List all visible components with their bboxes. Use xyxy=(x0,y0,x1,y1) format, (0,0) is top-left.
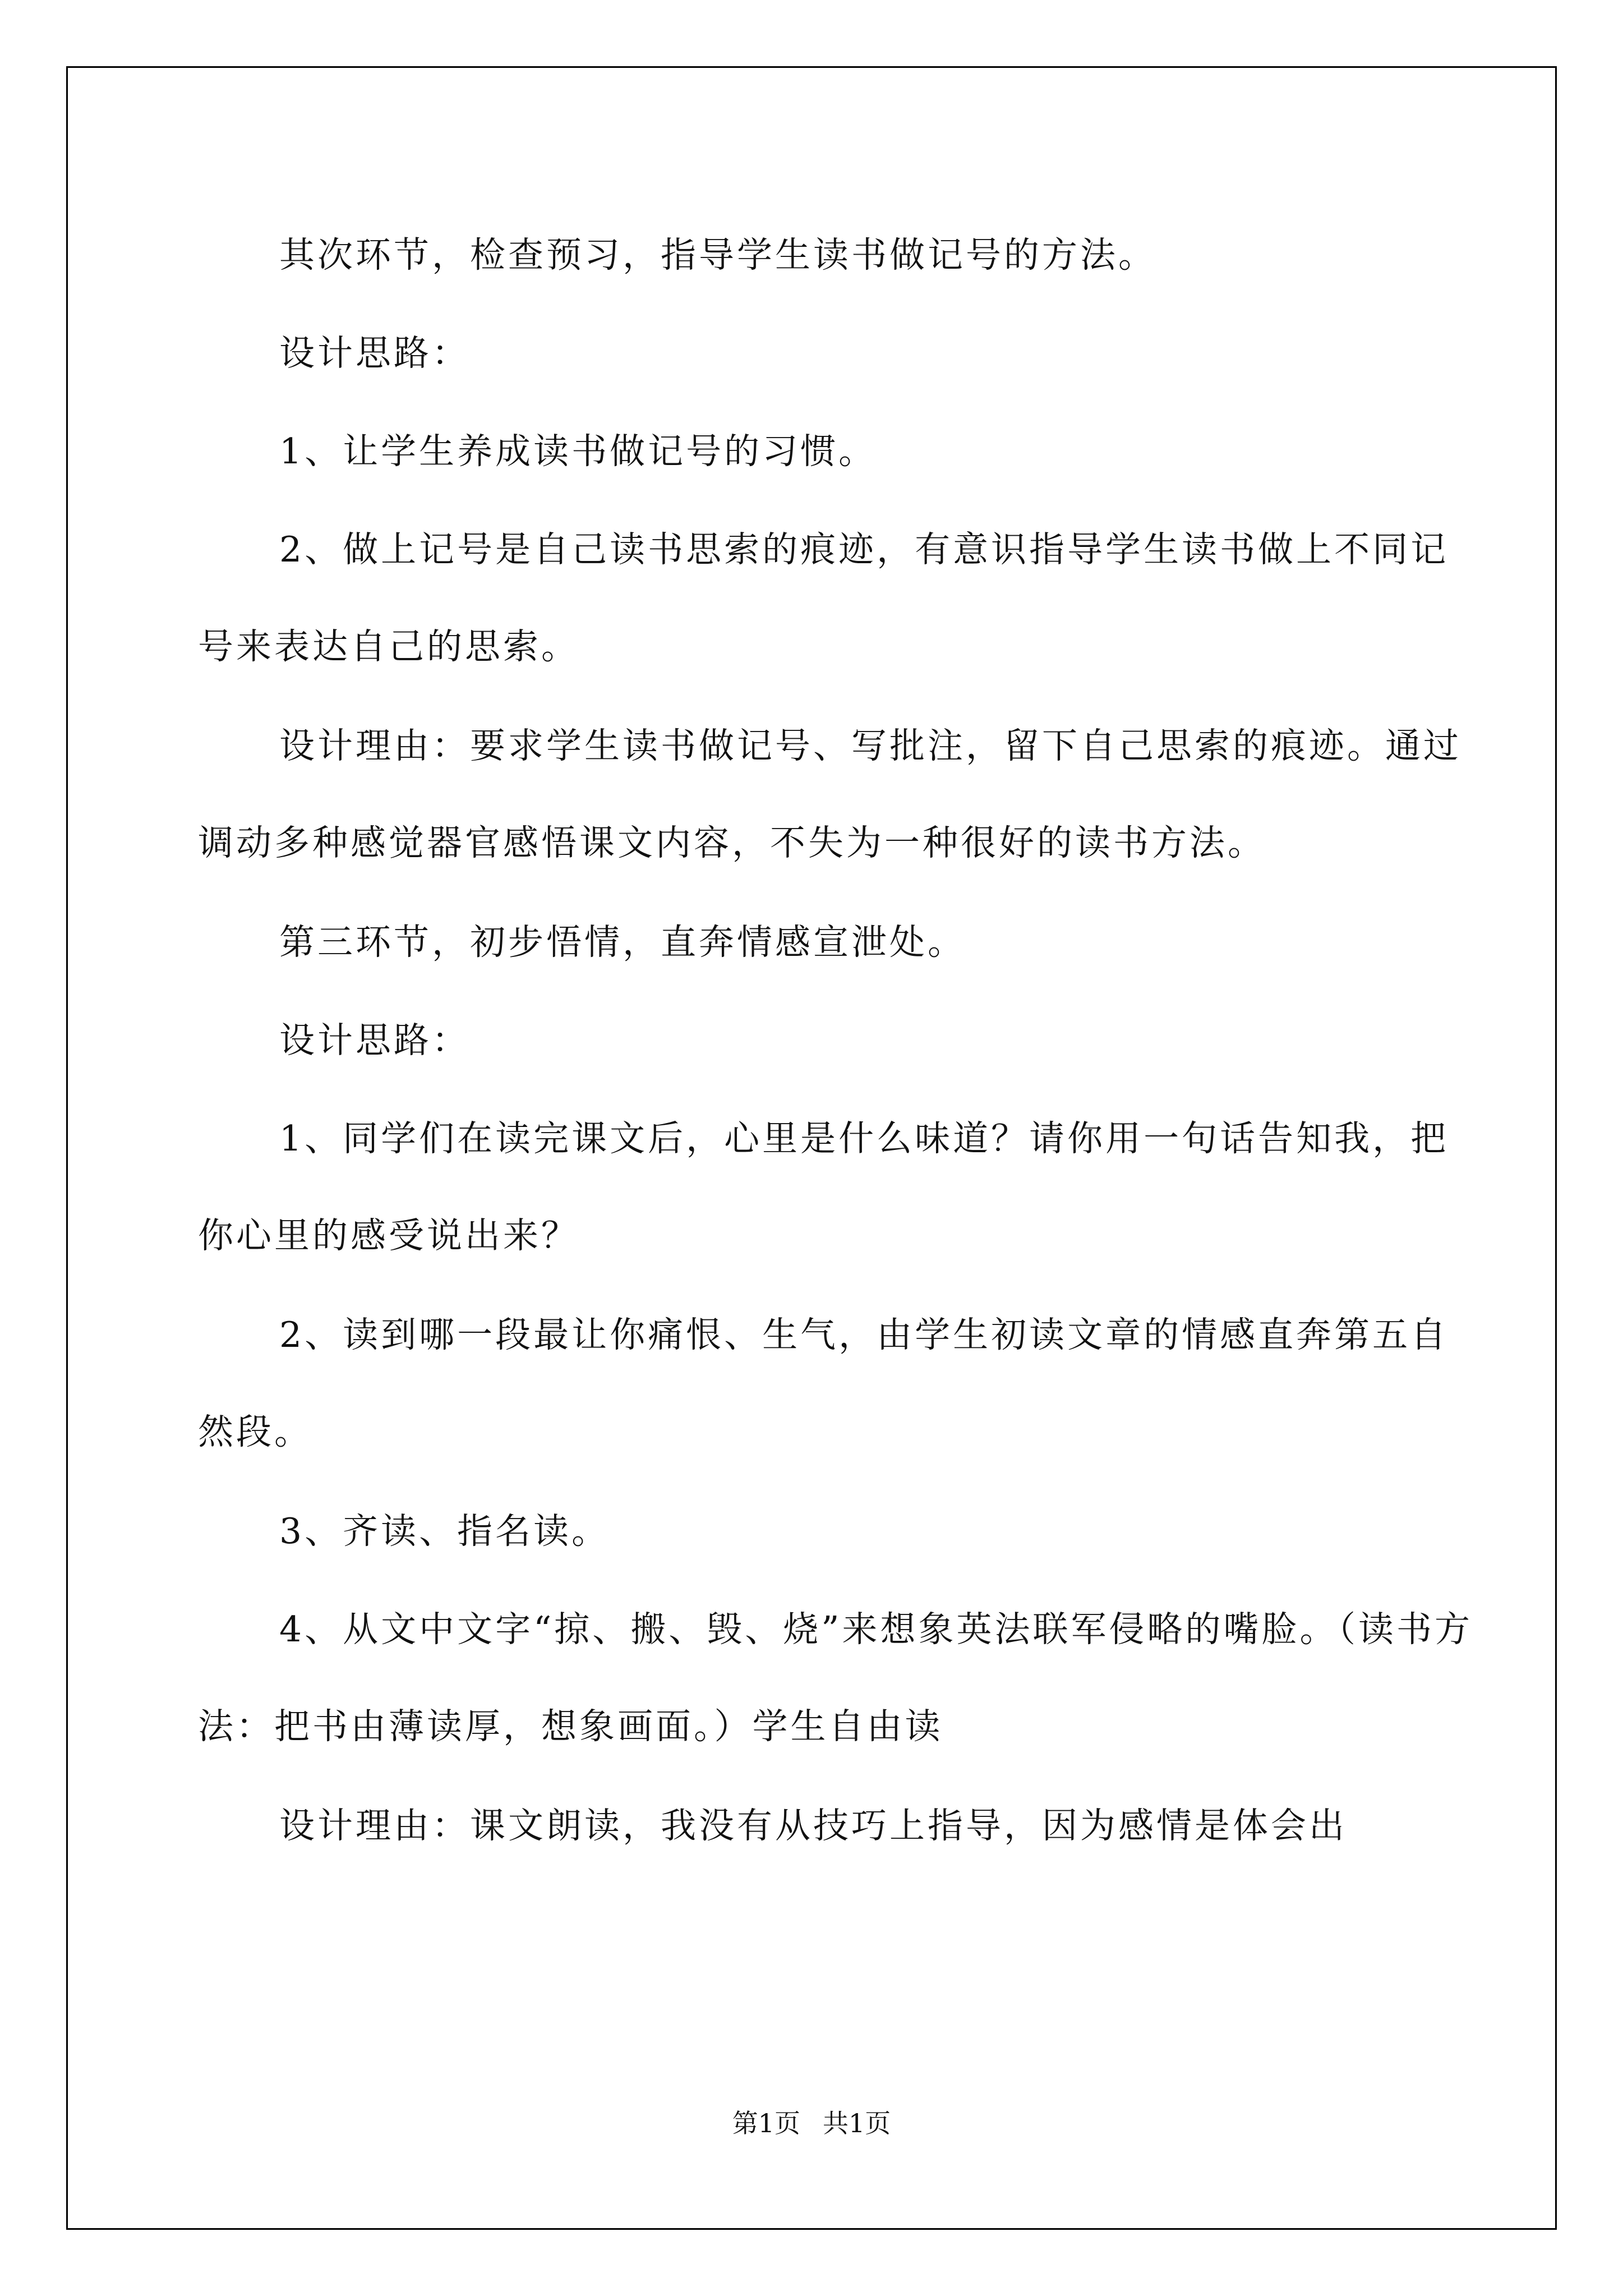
paragraph-11: 4、从文中文字“掠、搬、毁、烧”来想象英法联军侵略的嘴脸。（读书方法：把书由薄读厚，想象画面。）学生自由读 xyxy=(198,1609,1473,1747)
paragraph-9: 2、读到哪一段最让你痛恨、生气，由学生初读文章的情感直奔第五自然段。 xyxy=(198,1314,1449,1452)
paragraph-4: 2、做上记号是自己读书思索的痕迹，有意识指导学生读书做上不同记号来表达自己的思索。 xyxy=(198,529,1449,667)
page-footer xyxy=(0,2106,1623,2140)
paragraph-12: 设计理由：课文朗读，我没有从技巧上指导，因为感情是体会出 xyxy=(279,1805,1347,1846)
paragraph-1: 其次环节，检查预习，指导学生读书做记号的方法。 xyxy=(279,234,1156,275)
paragraph-6: 第三环节，初步悟情，直奔情感宣泄处。 xyxy=(279,922,966,963)
page-number: 第1页 xyxy=(732,2108,800,2138)
paragraph-3: 1、让学生养成读书做记号的习惯。 xyxy=(279,431,877,472)
paragraph-5: 设计理由：要求学生读书做记号、写批注，留下自己思索的痕迹。通过调动多种感觉器官感悟课文内容，不失为一种很好的读书方法。 xyxy=(198,725,1461,863)
paragraph-7: 设计思路： xyxy=(279,1020,470,1061)
paragraph-2: 设计思路： xyxy=(279,333,470,374)
paragraph-8: 1、同学们在读完课文后，心里是什么味道？请你用一句话告知我，把你心里的感受说出来？ xyxy=(198,1118,1449,1256)
page-total: 共1页 xyxy=(823,2108,891,2138)
paragraph-10: 3、齐读、指名读。 xyxy=(279,1511,610,1552)
